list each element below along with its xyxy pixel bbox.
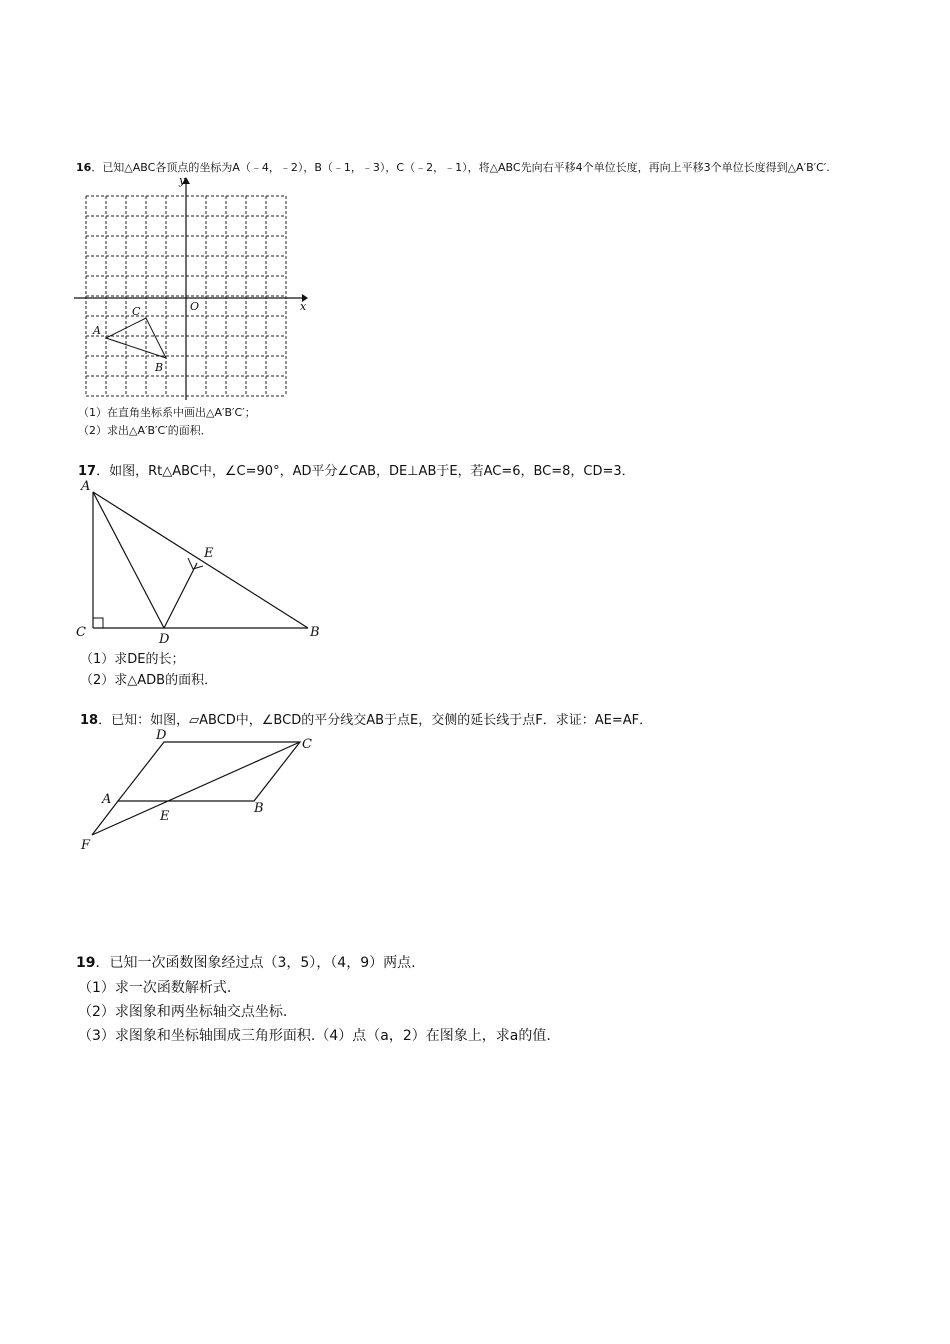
label-f: F (81, 838, 91, 853)
q18-number: 18 (80, 713, 99, 728)
side-ab (93, 492, 308, 628)
label-e: E (204, 546, 214, 561)
q19-stem-line (76, 952, 416, 972)
x-axis-label: x (300, 300, 307, 313)
q19-number: 19 (76, 955, 96, 971)
label-a: A (102, 792, 112, 807)
q16-stem: 已知△ABC各顶点的坐标为A（﹣4，﹣2），B（﹣1，﹣3），C（﹣2，﹣1），将△ABC先向右平移4个单位长度，再向上平移3个单位长度得到△A′B′C′. (102, 161, 830, 174)
q18-number-dot: ． (98, 713, 112, 728)
label-c: C (302, 737, 312, 752)
segment-de (164, 563, 197, 628)
label-e: E (160, 809, 170, 824)
q19-part3: （3）求图象和坐标轴围成三角形面积.（4）点（a，2）在图象上，求a的值. (78, 1028, 551, 1044)
q16-part2: （2）求出△A′B′C′的面积． (78, 424, 212, 437)
q17-number: 17 (78, 464, 97, 479)
triangle-abc (106, 318, 166, 358)
segment-cf (92, 742, 300, 835)
q16-coordinate-grid-figure (72, 172, 312, 404)
origin-label: O (190, 300, 200, 313)
label-d: D (156, 728, 167, 743)
q16-part1: （1）在直角坐标系中画出△A′B′C′； (78, 406, 256, 419)
q17-number-dot: ． (96, 464, 110, 479)
point-a-label: A (93, 324, 101, 337)
q16-number-dot: ． (91, 161, 103, 174)
q19-part2: （2）求图象和两坐标轴交点坐标. (78, 1004, 288, 1020)
q17-part1: （1）求DE的长； (80, 652, 185, 667)
q19-number-dot: ． (95, 955, 110, 971)
q17-part2: （2）求△ADB的面积． (80, 673, 218, 688)
label-d: D (159, 632, 170, 647)
label-a: A (81, 479, 91, 494)
q17-triangle-figure (72, 476, 332, 646)
q19-part1: （1）求一次函数解析式. (78, 980, 232, 996)
y-axis-label: y (179, 174, 186, 187)
q18-parallelogram-figure (72, 724, 332, 856)
q16-number: 16 (76, 161, 92, 174)
label-b: B (310, 625, 320, 640)
q18-stem: 已知：如图，▱ABCD中，∠BCD的平分线交AB于点E，交侧的延长线于点F．求证：AE=AF． (111, 713, 653, 728)
q17-stem: 如图，Rt△ABC中，∠C=90°，AD平分∠CAB，DE⊥AB于E，若AC=6，BC=8，CD=3． (109, 464, 635, 479)
right-angle-c-icon (93, 618, 103, 628)
label-b: B (254, 801, 264, 816)
point-b-label: B (155, 361, 164, 374)
parallelogram-abcd (118, 742, 300, 801)
point-c-label: C (132, 305, 141, 318)
label-c: C (76, 625, 86, 640)
segment-ad (93, 492, 164, 628)
q19-stem: 已知一次函数图象经过点（3，5），（4，9）两点. (109, 955, 416, 971)
